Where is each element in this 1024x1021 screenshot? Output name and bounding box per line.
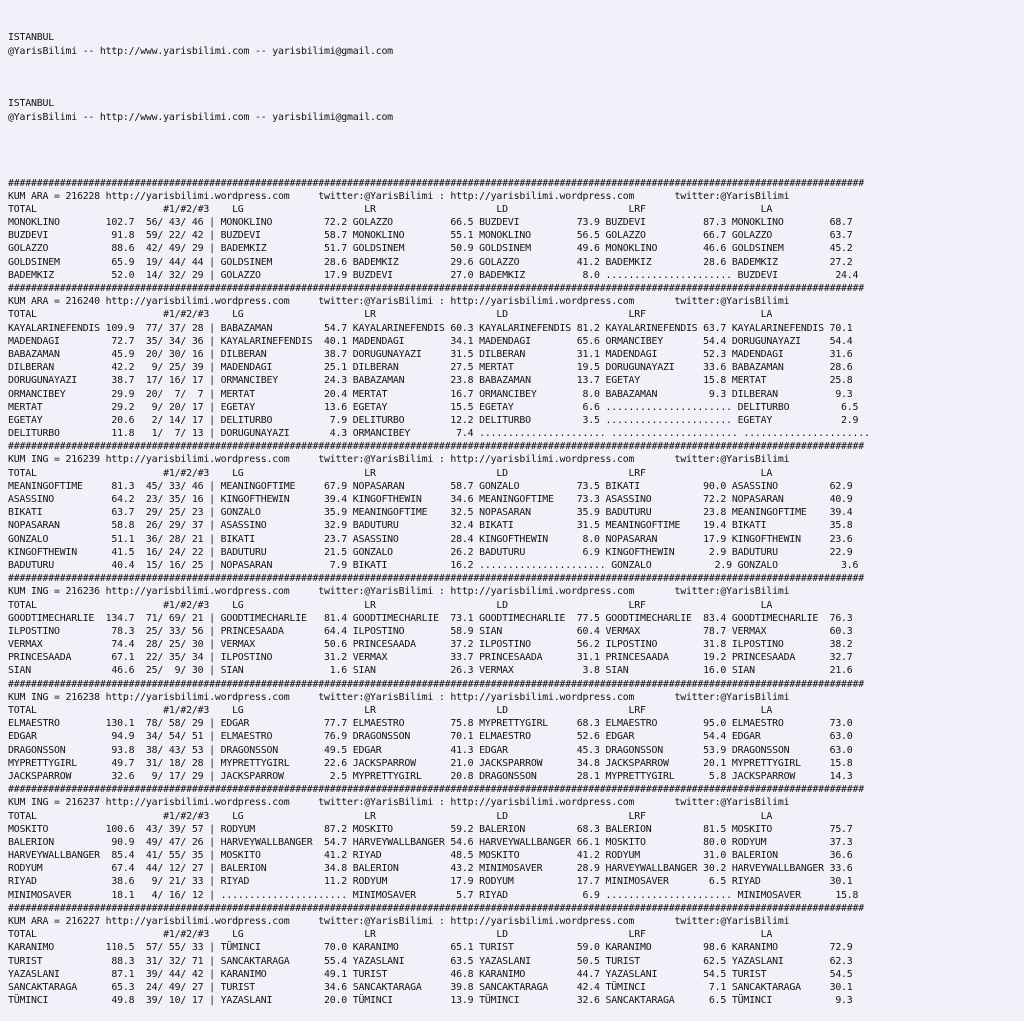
table-row: BABAZAMAN 45.9 20/ 30/ 16 | DILBERAN 38.7 DORUGUNAYAZI 31.5 DILBERAN 31.1 MADENDAGI 52.3 MADENDAGI 31.6	[8, 348, 853, 360]
column-headers: TOTAL #1/#2/#3 LG LR LD LRF LA	[8, 705, 773, 716]
table-row: BADEMKIZ 52.0 14/ 32/ 29 | GOLAZZO 17.9 BUZDEVI 27.0 BADEMKIZ 8.0 ...................... BUZDEVI 24.4	[8, 269, 859, 281]
table-row: ASASSINO 64.2 23/ 35/ 16 | KINGOFTHEWIN 39.4 KINGOFTHEWIN 34.6 MEANINGOFTIME 73.3 ASASSINO 72.2 NOPASARAN 40.9	[8, 494, 853, 505]
column-headers: TOTAL #1/#2/#3 LG LR LD LRF LA	[8, 309, 773, 321]
race-block	[8, 282, 1024, 440]
separator-line: #####################################################################################################################################################	[8, 177, 865, 189]
table-row: KINGOFTHEWIN 41.5 16/ 24/ 22 | BADUTURU 21.5 GONZALO 26.2 BADUTURU 6.9 KINGOFTHEWIN 2.9 BADUTURU 22.9	[8, 546, 853, 558]
race-title: KUM ING = 216236 http://yarisbilimi.wordpress.com twitter:@YarisBilimi : http://yarisbilimi.wordpress.com twitter:@YarisBilimi	[8, 586, 790, 598]
table-row: ELMAESTRO 130.1 78/ 58/ 29 | EDGAR 77.7 ELMAESTRO 75.8 MYPRETTYGIRL 68.3 ELMAESTRO 95.0 ELMAESTRO 73.0	[8, 718, 853, 730]
table-row: GOLAZZO 88.6 42/ 49/ 29 | BADEMKIZ 51.7 GOLDSINEM 50.9 GOLDSINEM 49.6 MONOKLINO 46.6 GOLDSINEM 45.2	[8, 243, 853, 255]
column-headers: TOTAL #1/#2/#3 LG LR LD LRF LA	[8, 929, 773, 941]
table-row: SANCAKTARAGA 65.3 24/ 49/ 27 | TURIST 34.6 SANCAKTARAGA 39.8 SANCAKTARAGA 42.4 TÜMINCI 7.1 SANCAKTARAGA 30.1	[8, 981, 853, 993]
table-row: DELITURBO 11.8 1/ 7/ 13 | DORUGUNAYAZI 4.3 ORMANCIBEY 7.4 ...................... ...................... ......................	[8, 428, 870, 440]
table-row: BIKATI 63.7 29/ 25/ 23 | GONZALO 35.9 MEANINGOFTIME 32.5 NOPASARAN 35.9 BADUTURU 23.8 MEANINGOFTIME 39.4	[8, 507, 853, 519]
table-row: GONZALO 51.1 36/ 28/ 21 | BIKATI 23.7 ASASSINO 28.4 KINGOFTHEWIN 8.0 NOPASARAN 17.9 KINGOFTHEWIN 23.6	[8, 533, 853, 545]
city-title: ISTANBUL	[8, 98, 54, 110]
race-title: KUM ARA = 216240 http://yarisbilimi.wordpress.com twitter:@YarisBilimi : http://yarisbilimi.wordpress.com twitter:@YarisBilimi	[8, 296, 790, 308]
column-headers: TOTAL #1/#2/#3 LG LR LD LRF LA	[8, 467, 773, 479]
table-row: GOLDSINEM 65.9 19/ 44/ 44 | GOLDSINEM 28.6 BADEMKIZ 29.6 GOLAZZO 41.2 BADEMKIZ 28.6 BADEMKIZ 27.2	[8, 256, 853, 268]
blank-line	[8, 124, 1024, 137]
separator-line: #####################################################################################################################################################	[8, 573, 865, 585]
race-block	[8, 177, 1024, 283]
table-row: JACKSPARROW 32.6 9/ 17/ 29 | JACKSPARROW 2.5 MYPRETTYGIRL 20.8 DRAGONSSON 28.1 MYPRETTYGIRL 5.8 JACKSPARROW 14.3	[8, 770, 853, 782]
table-row: ILPOSTINO 78.3 25/ 33/ 56 | PRINCESAADA 64.4 ILPOSTINO 58.9 SIAN 60.4 VERMAX 78.7 VERMAX 60.3	[8, 625, 853, 637]
city-title: ISTANBUL	[8, 32, 54, 44]
table-row: DILBERAN 42.2 9/ 25/ 39 | MADENDAGI 25.1 DILBERAN 27.5 MERTAT 19.5 DORUGUNAYAZI 33.6 BABAZAMAN 28.6	[8, 362, 853, 374]
race-title: KUM ING = 216239 http://yarisbilimi.wordpress.com twitter:@YarisBilimi : http://yarisbilimi.wordpress.com twitter:@YarisBilimi	[8, 454, 790, 466]
race-title: KUM ING = 216237 http://yarisbilimi.wordpress.com twitter:@YarisBilimi : http://yarisbilimi.wordpress.com twitter:@YarisBilimi	[8, 797, 790, 809]
race-block	[8, 440, 1024, 572]
race-blocks	[8, 177, 1024, 1008]
blank-line	[8, 84, 1024, 97]
column-headers: TOTAL #1/#2/#3 LG LR LD LRF LA	[8, 203, 773, 215]
contact-line: @YarisBilimi -- http://www.yarisbilimi.com -- yarisbilimi@gmail.com	[8, 111, 393, 123]
table-row: DRAGONSSON 93.8 38/ 43/ 53 | DRAGONSSON 49.5 EDGAR 41.3 EDGAR 45.3 DRAGONSSON 53.9 DRAGONSSON 63.0	[8, 744, 853, 756]
table-row: DORUGUNAYAZI 38.7 17/ 16/ 17 | ORMANCIBEY 24.3 BABAZAMAN 23.8 BABAZAMAN 13.7 EGETAY 15.8 MERTAT 25.8	[8, 375, 853, 387]
race-title: KUM ING = 216238 http://yarisbilimi.wordpress.com twitter:@YarisBilimi : http://yarisbilimi.wordpress.com twitter:@YarisBilimi	[8, 691, 790, 703]
table-row: EDGAR 94.9 34/ 54/ 51 | ELMAESTRO 76.9 DRAGONSSON 70.1 ELMAESTRO 52.6 EDGAR 54.4 EDGAR 63.0	[8, 731, 853, 743]
table-row: YAZASLANI 87.1 39/ 44/ 42 | KARANIMO 49.1 TURIST 46.8 KARANIMO 44.7 YAZASLANI 54.5 TURIST 54.5	[8, 968, 853, 980]
table-row: TÜMINCI 49.8 39/ 10/ 17 | YAZASLANI 20.0 TÜMINCI 13.9 TÜMINCI 32.6 SANCAKTARAGA 6.5 TÜMINCI 9.3	[8, 995, 853, 1007]
contact-line: @YarisBilimi -- http://www.yarisbilimi.com -- yarisbilimi@gmail.com	[8, 45, 393, 57]
race-title: KUM ARA = 216227 http://yarisbilimi.wordpress.com twitter:@YarisBilimi : http://yarisbilimi.wordpress.com twitter:@YarisBilimi	[8, 916, 790, 927]
blank-line	[8, 71, 1024, 84]
table-row: KARANIMO 110.5 57/ 55/ 33 | TÜMINCI 70.0 KARANIMO 65.1 TURIST 59.0 KARANIMO 98.6 KARANIMO 72.9	[8, 942, 853, 954]
column-headers: TOTAL #1/#2/#3 LG LR LD LRF LA	[8, 599, 773, 611]
table-row: MERTAT 29.2 9/ 20/ 17 | EGETAY 13.6 EGETAY 15.5 EGETAY 6.6 ...................... DELITURBO 6.5	[8, 401, 859, 413]
separator-line: #####################################################################################################################################################	[8, 678, 865, 690]
race-block	[8, 678, 1024, 784]
table-row: EGETAY 20.6 2/ 14/ 17 | DELITURBO 7.9 DELITURBO 12.2 DELITURBO 3.5 ...................... EGETAY 2.9	[8, 414, 859, 426]
table-row: RIYAD 38.6 9/ 21/ 33 | RIYAD 11.2 RODYUM 17.9 RODYUM 17.7 MINIMOSAVER 6.5 RIYAD 30.1	[8, 876, 853, 888]
separator-line: #####################################################################################################################################################	[8, 283, 865, 294]
race-block	[8, 783, 1024, 902]
race-block	[8, 902, 1024, 1008]
table-row: SIAN 46.6 25/ 9/ 30 | SIAN 1.6 SIAN 26.3 VERMAX 3.8 SIAN 16.0 SIAN 21.6	[8, 665, 853, 677]
separator-line: #####################################################################################################################################################	[8, 784, 865, 796]
table-row: BUZDEVI 91.8 59/ 22/ 42 | BUZDEVI 58.7 MONOKLINO 55.1 MONOKLINO 56.5 GOLAZZO 66.7 GOLAZZO 63.7	[8, 230, 853, 242]
table-row: MOSKITO 100.6 43/ 39/ 57 | RODYUM 87.2 MOSKITO 59.2 BALERION 68.3 BALERION 81.5 MOSKITO 75.7	[8, 823, 853, 835]
table-row: MONOKLINO 102.7 56/ 43/ 46 | MONOKLINO 72.2 GOLAZZO 66.5 BUZDEVI 73.9 BUZDEVI 87.3 MONOKLINO 68.7	[8, 217, 853, 229]
table-row: NOPASARAN 58.8 26/ 29/ 37 | ASASSINO 32.9 BADUTURU 32.4 BIKATI 31.5 MEANINGOFTIME 19.4 BIKATI 35.8	[8, 520, 853, 532]
table-row: GOODTIMECHARLIE 134.7 71/ 69/ 21 | GOODTIMECHARLIE 81.4 GOODTIMECHARLIE 73.1 GOODTIMECHARLIE 77.5 GOODTIMECHARLIE 83.4 GOODTIMECHARLIE 76.3	[8, 612, 853, 624]
table-row: MEANINGOFTIME 81.3 45/ 33/ 46 | MEANINGOFTIME 67.9 NOPASARAN 58.7 GONZALO 73.5 BIKATI 90.0 ASASSINO 62.9	[8, 480, 853, 492]
table-row: MINIMOSAVER 18.1 4/ 16/ 12 | ...................... MINIMOSAVER 5.7 RIYAD 6.9 ...................... MINIMOSAVER 15.8	[8, 889, 859, 901]
table-row: PRINCESAADA 67.1 22/ 35/ 34 | ILPOSTINO 31.2 VERMAX 33.7 PRINCESAADA 31.1 PRINCESAADA 19.2 PRINCESAADA 32.7	[8, 652, 853, 664]
table-row: ORMANCIBEY 29.9 20/ 7/ 7 | MERTAT 20.4 MERTAT 16.7 ORMANCIBEY 8.0 BABAZAMAN 9.3 DILBERAN 9.3	[8, 388, 853, 400]
column-headers: TOTAL #1/#2/#3 LG LR LD LRF LA	[8, 810, 773, 822]
separator-line: #####################################################################################################################################################	[8, 441, 865, 453]
table-row: TURIST 88.3 31/ 32/ 71 | SANCAKTARAGA 55.4 YAZASLANI 63.5 YAZASLANI 50.5 TURIST 62.5 YAZASLANI 62.3	[8, 955, 853, 967]
table-row: HARVEYWALLBANGER 85.4 41/ 55/ 35 | MOSKITO 41.2 RIYAD 48.5 MOSKITO 41.2 RODYUM 31.0 BALERION 36.6	[8, 850, 853, 862]
table-row: VERMAX 74.4 28/ 25/ 30 | VERMAX 50.6 PRINCESAADA 37.2 ILPOSTINO 56.2 ILPOSTINO 31.8 ILPOSTINO 38.2	[8, 639, 853, 651]
table-row: MADENDAGI 72.7 35/ 34/ 36 | KAYALARINEFENDIS 40.1 MADENDAGI 34.1 MADENDAGI 65.6 ORMANCIBEY 54.4 DORUGUNAYAZI 54.4	[8, 335, 853, 347]
race-title: KUM ARA = 216228 http://yarisbilimi.wordpress.com twitter:@YarisBilimi : http://yarisbilimi.wordpress.com twitter:@YarisBilimi	[8, 190, 790, 202]
table-row: KAYALARINEFENDIS 109.9 77/ 37/ 28 | BABAZAMAN 54.7 KAYALARINEFENDIS 60.3 KAYALARINEFENDIS 81.2 KAYALARINEFENDIS 63.7 KAYALARINEFENDIS 70.1	[8, 322, 853, 334]
race-block	[8, 572, 1024, 678]
blank-line	[8, 58, 1024, 71]
blank-line	[8, 137, 1024, 150]
table-row: BALERION 90.9 49/ 47/ 26 | HARVEYWALLBANGER 54.7 HARVEYWALLBANGER 54.6 HARVEYWALLBANGER 66.1 MOSKITO 80.0 RODYUM 37.3	[8, 836, 853, 848]
document-header	[8, 31, 1024, 150]
table-row: MYPRETTYGIRL 49.7 31/ 18/ 28 | MYPRETTYGIRL 22.6 JACKSPARROW 21.0 JACKSPARROW 34.8 JACKSPARROW 20.1 MYPRETTYGIRL 15.8	[8, 757, 853, 769]
table-row: BADUTURU 40.4 15/ 16/ 25 | NOPASARAN 7.9 BIKATI 16.2 ...................... GONZALO 2.9 GONZALO 3.6	[8, 559, 859, 571]
separator-line: #####################################################################################################################################################	[8, 902, 865, 914]
table-row: RODYUM 67.4 44/ 12/ 27 | BALERION 34.8 BALERION 43.2 MINIMOSAVER 28.9 HARVEYWALLBANGER 30.2 HARVEYWALLBANGER 33.6	[8, 863, 853, 875]
